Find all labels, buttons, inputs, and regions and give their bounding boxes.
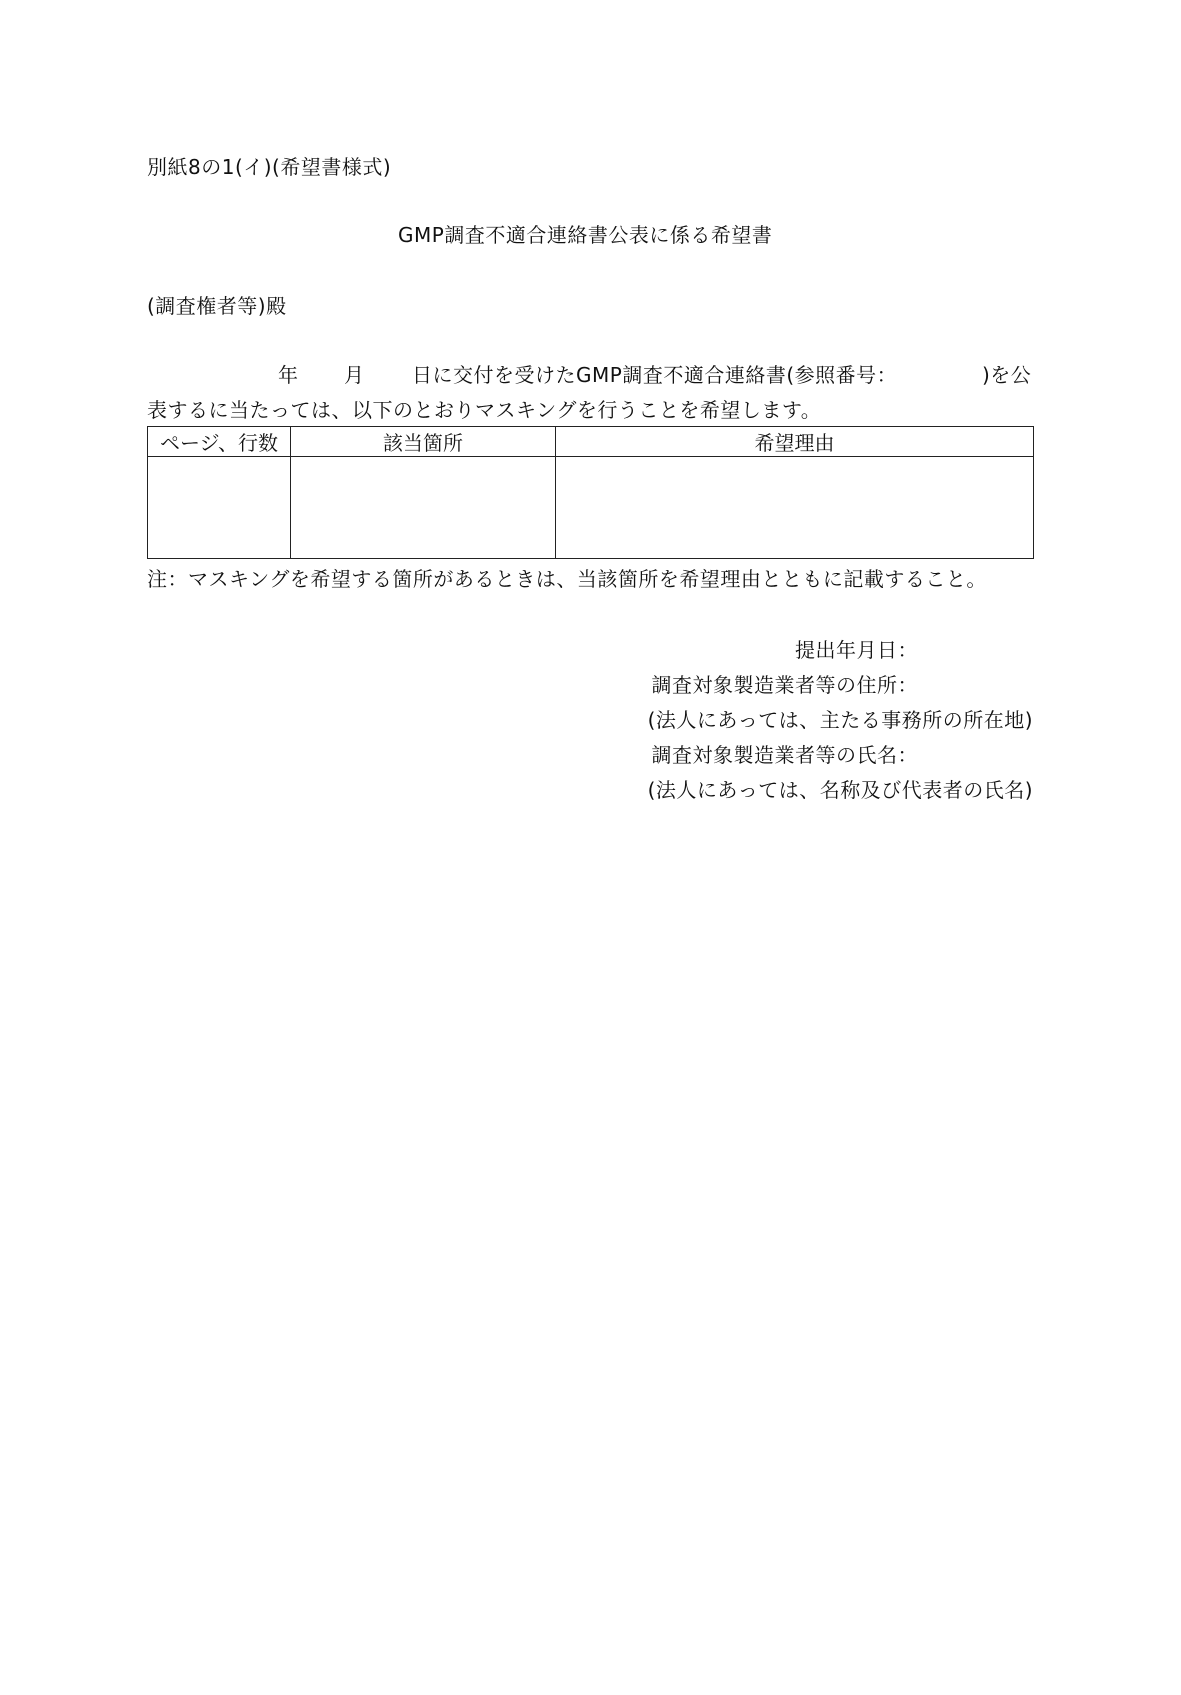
column-header-page-line: ページ、行数 <box>148 427 291 457</box>
form-label: 別紙8の1(イ)(希望書様式) <box>147 155 392 179</box>
submit-date-label: 提出年月日： <box>795 638 918 662</box>
addressee: (調査権者等)殿 <box>147 294 287 318</box>
body-paren-close: )を公 <box>982 363 1032 387</box>
body-day-text: 日に交付を受けたGMP調査不適合連絡書(参照番号： <box>412 363 898 387</box>
address-label: 調査対象製造業者等の住所： <box>651 673 918 697</box>
body-month-label: 月 <box>344 363 365 387</box>
masking-table <box>147 426 1034 559</box>
table-cell-reason[interactable] <box>556 457 1034 559</box>
body-year-label: 年 <box>278 363 299 387</box>
table-cell-page-line[interactable] <box>148 457 291 559</box>
column-header-location: 該当箇所 <box>291 427 556 457</box>
document-title: GMP調査不適合連絡書公表に係る希望書 <box>398 223 773 247</box>
table-note: 注：マスキングを希望する箇所があるときは、当該箇所を希望理由とともに記載すること。 <box>147 567 987 591</box>
table-row <box>148 457 1034 559</box>
table-header-row <box>148 427 1034 457</box>
column-header-reason: 希望理由 <box>556 427 1034 457</box>
address-note: (法人にあっては、主たる事務所の所在地) <box>647 708 1033 732</box>
table-cell-location[interactable] <box>291 457 556 559</box>
name-label: 調査対象製造業者等の氏名： <box>651 743 918 767</box>
body-line-2: 表するに当たっては、以下のとおりマスキングを行うことを希望します。 <box>147 398 822 422</box>
name-note: (法人にあっては、名称及び代表者の氏名) <box>647 778 1033 802</box>
